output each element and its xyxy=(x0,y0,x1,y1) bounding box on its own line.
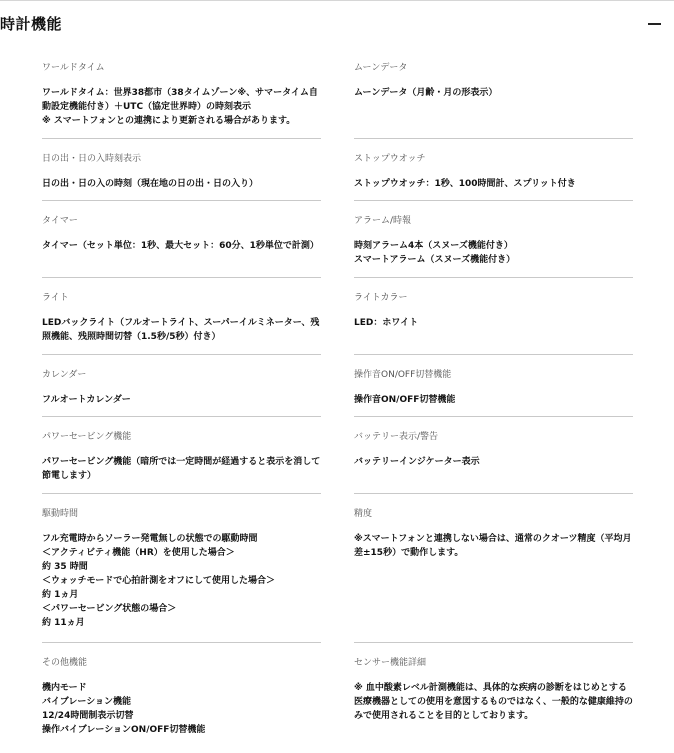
section-title: 時計機能 xyxy=(0,15,63,33)
spec-sunrise-sunset xyxy=(42,153,321,191)
spec-operation-sound xyxy=(354,369,633,407)
spec-accuracy xyxy=(354,508,633,560)
spec-stopwatch xyxy=(354,153,633,191)
spec-moon-data xyxy=(354,62,633,100)
spec-light xyxy=(42,292,321,344)
spec-battery-display xyxy=(354,431,633,469)
spec-label: ワールドタイム xyxy=(42,63,105,73)
spec-label: カレンダー xyxy=(42,370,87,380)
spec-light-color xyxy=(354,292,633,330)
divider xyxy=(42,493,321,494)
divider xyxy=(354,416,633,417)
spec-label: 操作音ON/OFF切替機能 xyxy=(354,370,452,380)
spec-value: ムーンデータ（月齢・月の形表示） xyxy=(354,88,498,98)
spec-value: LEDバックライト（フルオートライト、スーパーイルミネーター、残照機能、残照時間切替（1.5秒/5秒）付き） xyxy=(42,318,320,342)
spec-value: 機内モード バイブレーション機能 12/24時間制表示切替 操作バイブレーションON/OFF切替機能 xyxy=(42,683,206,735)
divider xyxy=(42,138,321,139)
spec-value: タイマー（セット単位：1秒、最大セット：60分、1秒単位で計測） xyxy=(42,241,319,251)
spec-label: ライトカラー xyxy=(354,293,408,303)
spec-value: フル充電時からソーラー発電無しの状態での駆動時間 ＜アクティビティ機能（HR）を使用した場合＞ 約 35 時間 ＜ウォッチモードで心拍計測をオフにして使用した場合＞ 約 1ヵ月 ＜パワーセービング状態の場合＞ 約 11ヵ月 xyxy=(42,534,276,628)
spec-value: パワーセービング機能（暗所では一定時間が経過すると表示を消して節電します） xyxy=(42,457,321,481)
divider xyxy=(42,354,321,355)
divider xyxy=(42,277,321,278)
spec-alarm xyxy=(354,215,633,267)
divider xyxy=(354,493,633,494)
spec-timer xyxy=(42,215,321,253)
spec-calendar xyxy=(42,369,321,407)
spec-label: 日の出・日の入時刻表示 xyxy=(42,154,142,164)
divider xyxy=(42,200,321,201)
spec-label: パワーセービング機能 xyxy=(42,432,132,442)
divider xyxy=(354,138,633,139)
divider xyxy=(354,200,633,201)
spec-label: バッテリー表示/警告 xyxy=(354,432,439,442)
spec-label: その他機能 xyxy=(42,658,88,668)
divider xyxy=(354,277,633,278)
spec-operating-time xyxy=(42,508,321,630)
spec-value: バッテリーインジケーター表示 xyxy=(354,457,480,467)
spec-value: ※スマートフォンと連携しない場合は、通常のクオーツ精度（平均月差±15秒）で動作します。 xyxy=(354,534,632,558)
spec-label: センサー機能詳細 xyxy=(354,658,427,668)
divider xyxy=(354,354,633,355)
spec-world-time xyxy=(42,62,321,128)
spec-value: ※ 血中酸素レベル計測機能は、具体的な疾病の診断をはじめとする医療機器としての使用を意図するものではなく、一般的な健康維持のみで使用されることを目的としております。 xyxy=(354,683,633,721)
spec-label: ライト xyxy=(42,293,69,303)
spec-value: LED：ホワイト xyxy=(354,318,419,328)
spec-label: ストップウオッチ xyxy=(354,154,426,164)
spec-other-functions xyxy=(42,657,321,737)
spec-label: 駆動時間 xyxy=(42,509,79,519)
spec-value: 日の出・日の入の時刻（現在地の日の出・日の入り） xyxy=(42,179,259,189)
spec-value: 操作音ON/OFF切替機能 xyxy=(354,395,456,405)
spec-value: フルオートカレンダー xyxy=(42,395,131,405)
spec-label: アラーム/時報 xyxy=(354,216,412,226)
spec-value: 時刻アラーム4本（スヌーズ機能付き） スマートアラーム（スヌーズ機能付き） xyxy=(354,241,516,265)
spec-label: ムーンデータ xyxy=(354,63,408,73)
spec-sensor-details xyxy=(354,657,633,723)
divider xyxy=(42,642,321,643)
divider xyxy=(42,416,321,417)
spec-label: 精度 xyxy=(354,509,373,519)
divider xyxy=(354,642,633,643)
spec-value: ワールドタイム：世界38都市（38タイムゾーン※、サマータイム自動設定機能付き）＋UTC（協定世界時）の時刻表示 ※ スマートフォンとの連携により更新される場合があります。 xyxy=(42,88,318,126)
spec-power-saving xyxy=(42,431,321,483)
spec-value: ストップウオッチ：1秒、100時間計、スプリット付き xyxy=(354,179,576,189)
spec-label: タイマー xyxy=(42,216,78,226)
